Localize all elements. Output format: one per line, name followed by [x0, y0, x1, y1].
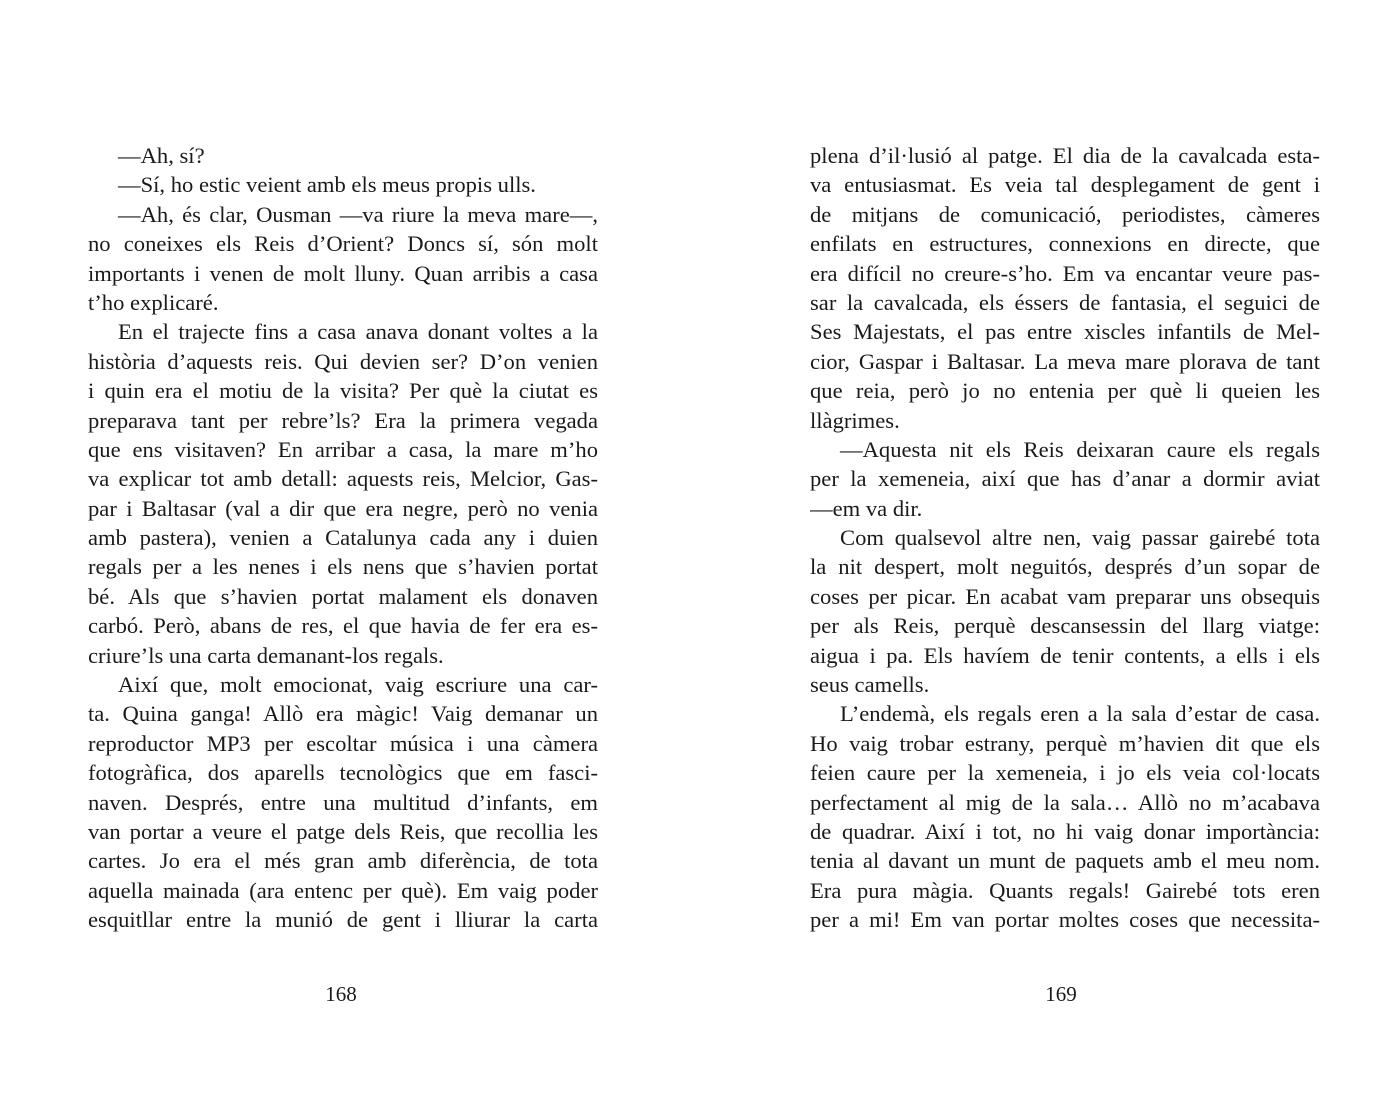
text-line: tenia al davant un munt de paquets amb el meu nom.: [810, 848, 1320, 874]
text-line: Era pura màgia. Quants regals! Gairebé tots eren: [810, 877, 1320, 903]
text-line: de mitjans de comunicació, periodistes, càmeres: [810, 201, 1320, 227]
text-line: —Ah, és clar, Ousman —va riure la meva mare—,: [118, 201, 598, 227]
text-line: En el trajecte fins a casa anava donant voltes a la: [118, 319, 598, 345]
text-line: naven. Després, entre una multitud d’infants, em: [88, 789, 598, 815]
text-line: que ens visitaven? En arribar a casa, la mare m’ho: [88, 436, 598, 462]
text-line: perfectament al mig de la sala… Allò no m’acabava: [810, 789, 1320, 815]
text-line: aquella mainada (ara entenc per què). Em vaig poder: [88, 877, 598, 903]
left-page-number: 168: [325, 982, 357, 1006]
text-line: seus camells.: [810, 672, 930, 698]
text-line: aigua i pa. Els havíem de tenir contents, a ells i els: [810, 642, 1320, 668]
text-line: que reia, però jo no entenia per què li queien les: [810, 378, 1320, 404]
text-line: va explicar tot amb detall: aquests reis, Melcior, Gas-: [88, 466, 598, 492]
left-page-text: [88, 141, 598, 935]
text-line: per als Reis, perquè descansessin del llarg viatge:: [810, 613, 1320, 639]
text-line: criure’ls una carta demanant-los regals.: [88, 642, 444, 668]
text-line: bé. Als que s’havien portat malament els donaven: [88, 583, 598, 609]
right-page-number: 169: [1045, 982, 1077, 1006]
right-page-text: [810, 141, 1320, 935]
text-line: la nit despert, molt neguitós, després d’un sopar de: [810, 554, 1320, 580]
text-line: reproductor MP3 per escoltar música i una càmera: [88, 730, 598, 756]
text-line: va entusiasmat. Es veia tal desplegament de gent i: [810, 172, 1320, 198]
text-line: Així que, molt emocionat, vaig escriure una car-: [118, 672, 598, 698]
text-line: Ses Majestats, el pas entre xiscles infantils de Mel-: [810, 319, 1320, 345]
text-line: no coneixes els Reis d’Orient? Doncs sí, són molt: [88, 231, 598, 257]
text-line: per la xemeneia, així que has d’anar a dormir aviat: [810, 466, 1320, 492]
text-line: era difícil no creure-s’ho. Em va encantar veure pas-: [810, 260, 1320, 286]
text-line: van portar a veure el patge dels Reis, que recollia les: [88, 818, 598, 844]
text-line: carbó. Però, abans de res, el que havia de fer era es-: [88, 613, 598, 639]
text-line: par i Baltasar (val a dir que era negre, però no venia: [88, 495, 598, 521]
text-line: esquitllar entre la munió de gent i lliurar la carta: [88, 907, 598, 933]
text-line: història d’aquests reis. Qui devien ser? D’on venien: [88, 348, 598, 374]
text-line: de quadrar. Així i tot, no hi vaig donar importància:: [810, 818, 1320, 844]
text-line: i quin era el motiu de la visita? Per què la ciutat es: [88, 378, 598, 404]
text-line: feien caure per la xemeneia, i jo els veia col·locats: [810, 760, 1320, 786]
text-line: sar la cavalcada, els éssers de fantasia, el seguici de: [810, 289, 1320, 315]
text-line: preparava tant per rebre’ls? Era la primera vegada: [88, 407, 598, 433]
text-line: Ho vaig trobar estrany, perquè m’havien dit que els: [810, 730, 1320, 756]
text-line: —em va dir.: [810, 495, 923, 521]
text-line: cartes. Jo era el més gran amb diferència, de tota: [88, 848, 598, 874]
text-line: ta. Quina ganga! Allò era màgic! Vaig demanar un: [88, 701, 598, 727]
text-line: —Ah, sí?: [118, 143, 205, 168]
text-line: —Sí, ho estic veient amb els meus propis ulls.: [118, 172, 536, 198]
text-line: per a mi! Em van portar moltes coses que necessita-: [810, 907, 1320, 933]
text-line: L’endemà, els regals eren a la sala d’estar de casa.: [840, 701, 1320, 727]
text-line: amb pastera), venien a Catalunya cada any i duien: [88, 525, 598, 551]
text-line: —Aquesta nit els Reis deixaran caure els regals: [840, 436, 1320, 462]
text-line: importants i venen de molt lluny. Quan arribis a casa: [88, 260, 598, 286]
text-line: cior, Gaspar i Baltasar. La meva mare plorava de tant: [810, 348, 1320, 374]
text-line: t’ho explicaré.: [88, 289, 219, 315]
text-line: Com qualsevol altre nen, vaig passar gairebé tota: [840, 525, 1320, 551]
text-line: enfilats en estructures, connexions en directe, que: [810, 231, 1320, 257]
text-line: llàgrimes.: [810, 407, 900, 433]
text-line: fotogràfica, dos aparells tecnològics que em fasci-: [88, 760, 598, 786]
text-line: regals per a les nenes i els nens que s’havien portat: [88, 554, 598, 580]
text-line: coses per picar. En acabat vam preparar uns obsequis: [810, 583, 1320, 609]
text-line: plena d’il·lusió al patge. El dia de la cavalcada esta-: [810, 143, 1320, 168]
